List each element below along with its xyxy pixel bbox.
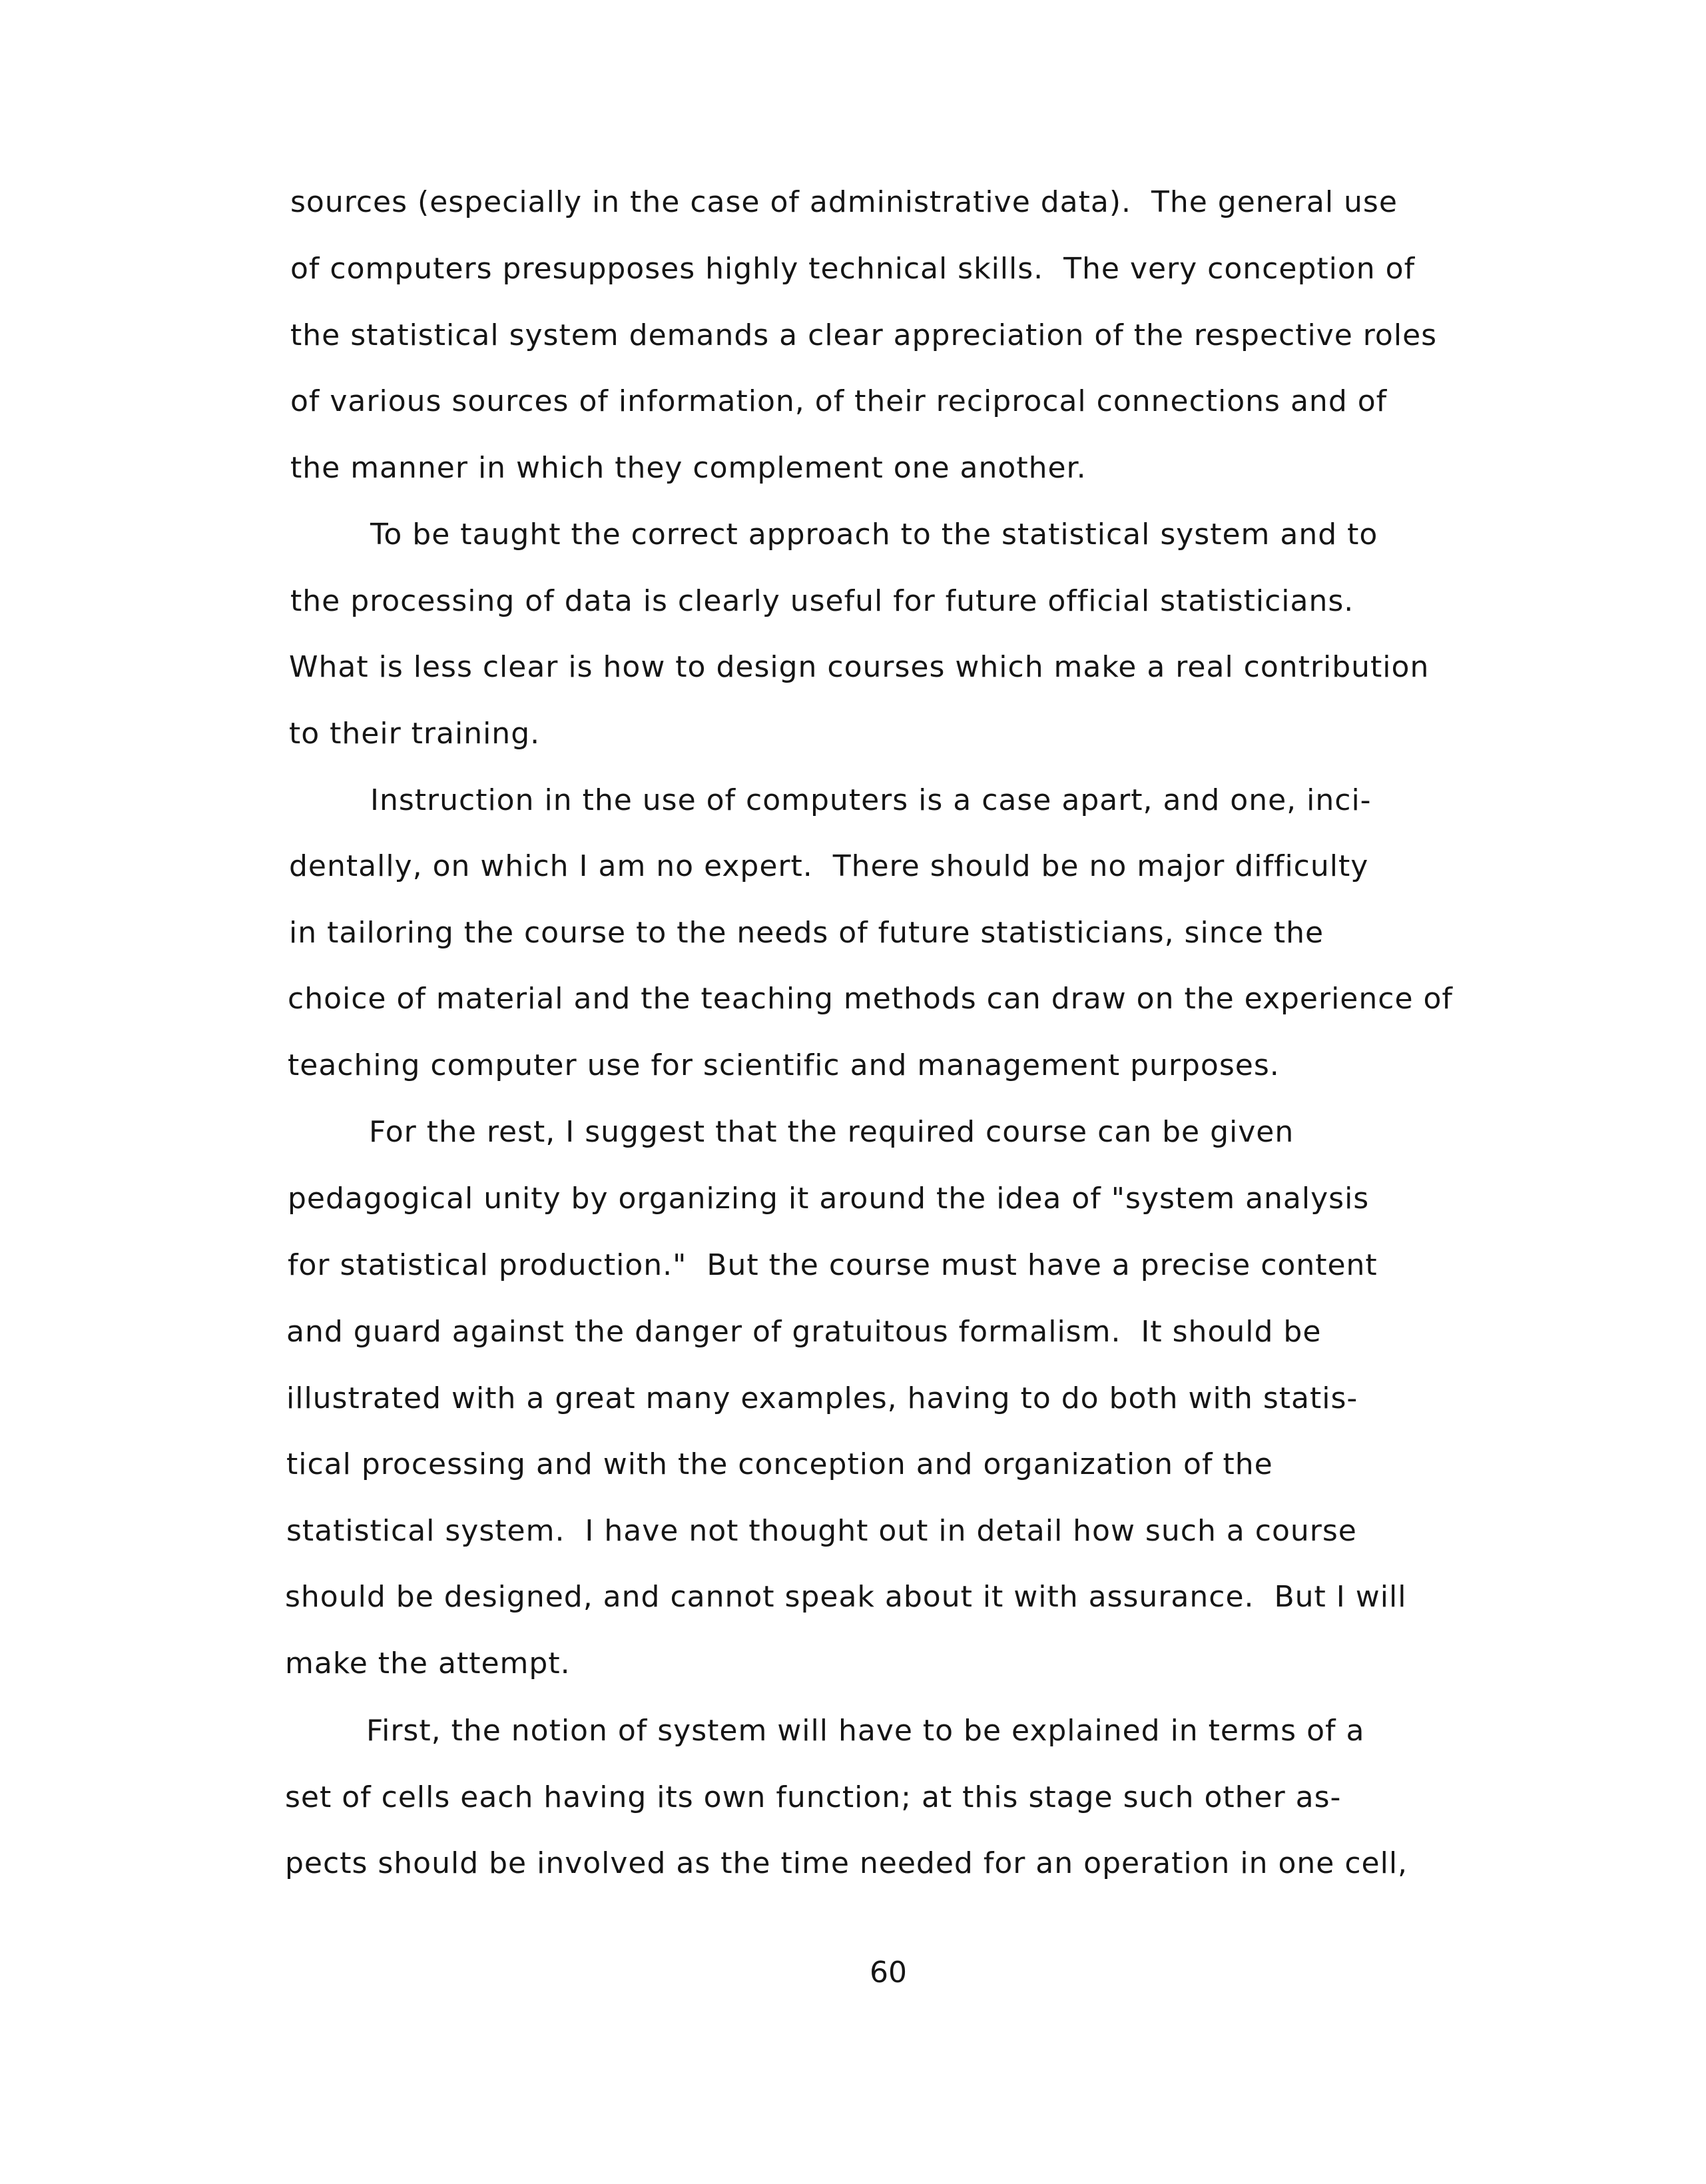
text-line: and guard against the danger of gratuitous formalism. It should be — [286, 1315, 1322, 1349]
text-line: set of cells each having its own function; at this stage such other as- — [285, 1780, 1342, 1814]
text-line: for statistical production." But the course must have a precise content — [288, 1248, 1378, 1282]
text-line: pedagogical unity by organizing it around the idea of "system analysis — [288, 1182, 1370, 1216]
page-number: 60 — [870, 1956, 907, 1990]
text-line: illustrated with a great many examples, having to do both with statis- — [286, 1381, 1358, 1415]
text-line: should be designed, and cannot speak about it with assurance. But I will — [285, 1580, 1407, 1614]
text-line: dentally, on which I am no expert. There should be no major difficulty — [289, 849, 1369, 883]
text-line: of computers presupposes highly technical skills. The very conception of — [290, 252, 1416, 286]
text-line: choice of material and the teaching methods can draw on the experience of — [288, 982, 1453, 1016]
text-line: pects should be involved as the time needed for an operation in one cell, — [285, 1846, 1408, 1880]
text-line: To be taught the correct approach to the statistical system and to — [370, 518, 1378, 551]
text-line: What is less clear is how to design courses which make a real contribution — [289, 650, 1430, 684]
text-line: For the rest, I suggest that the required course can be given — [369, 1115, 1294, 1149]
text-line: statistical system. I have not thought out in detail how such a course — [286, 1514, 1357, 1548]
text-line: First, the notion of system will have to be explained in terms of a — [366, 1714, 1365, 1748]
text-line: the statistical system demands a clear appreciation of the respective roles — [290, 318, 1438, 352]
text-line: Instruction in the use of computers is a case apart, and one, inci- — [370, 783, 1372, 817]
text-line: the processing of data is clearly useful for future official statisticians. — [290, 584, 1354, 618]
text-line: the manner in which they complement one another. — [290, 451, 1087, 485]
text-line: of various sources of information, of their reciprocal connections and of — [290, 384, 1388, 418]
text-line: tical processing and with the conception and organization of the — [286, 1447, 1273, 1481]
text-line: make the attempt. — [285, 1646, 571, 1680]
text-line: to their training. — [289, 717, 541, 751]
text-line: teaching computer use for scientific and management purposes. — [288, 1048, 1280, 1082]
text-line: sources (especially in the case of administrative data). The general use — [290, 185, 1398, 219]
text-line: in tailoring the course to the needs of future statisticians, since the — [289, 916, 1324, 950]
